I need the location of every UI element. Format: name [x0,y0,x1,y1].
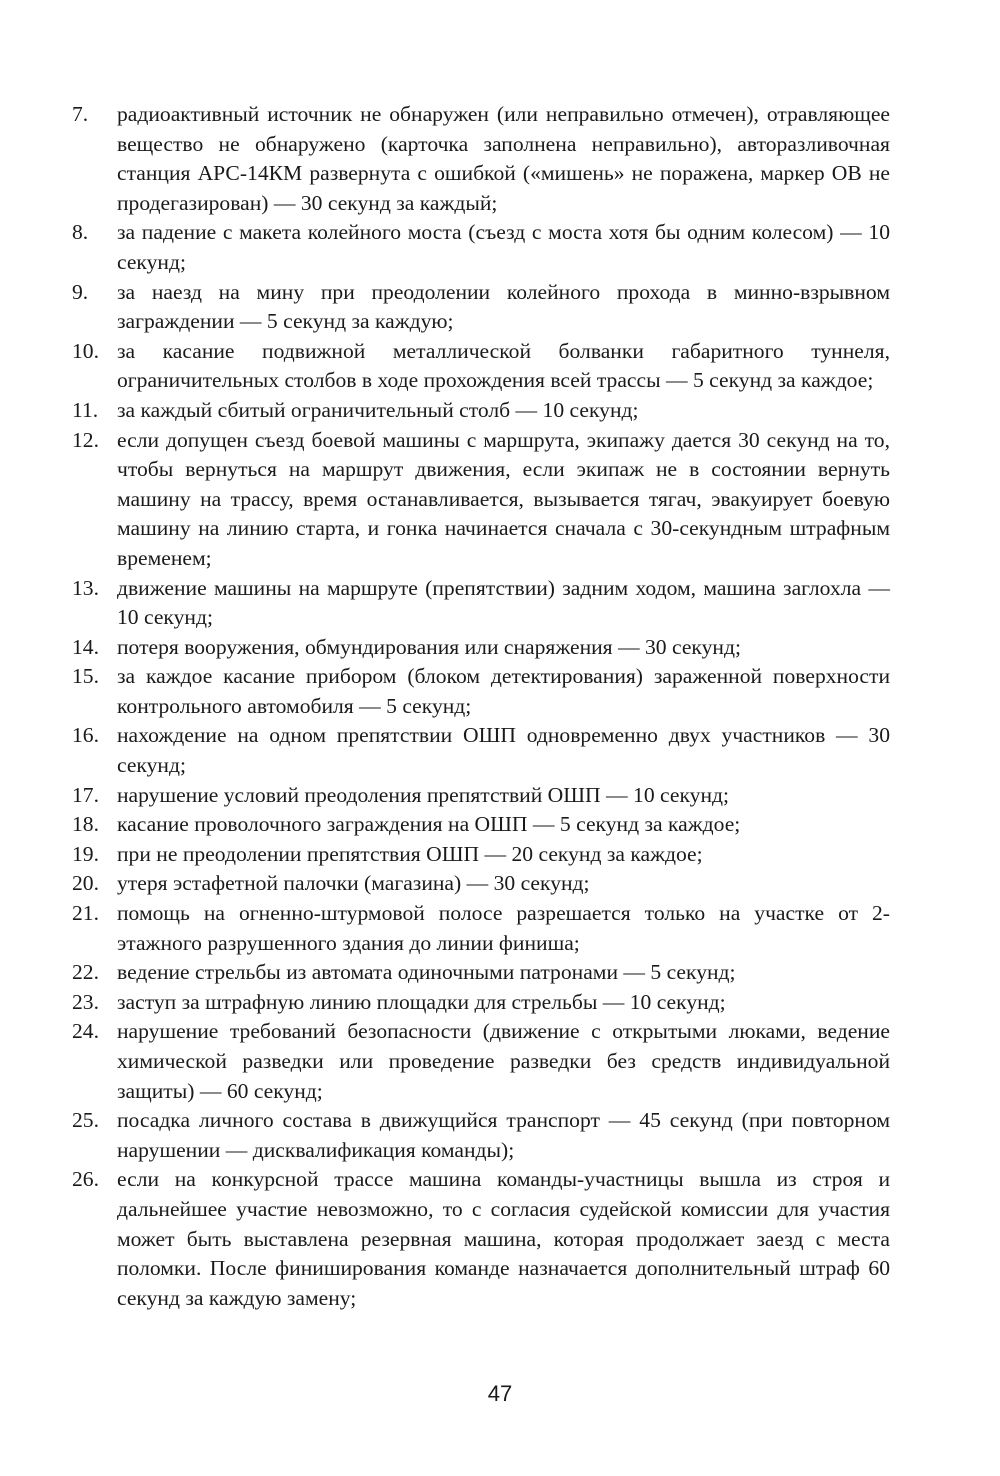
item-text: радиоактивный источник не обнаружен (или неправильно отмечен), отравляющее вещество не обнаружено (карточка заполнена неправильно), авторазливочная станция АРС-14КМ развернута с ошибкой («мишень» не поражена, маркер ОВ не продегазирован) — 30 секунд за каждый; [117,102,890,215]
item-text: посадка личного состава в движущийся транспорт — 45 секунд (при повторном нарушении — дисквалификация команды); [117,1108,890,1162]
item-number: 11. [72,397,99,422]
list-item [72,869,890,899]
list-item [72,1106,890,1165]
list-item [72,218,890,277]
item-number: 19. [72,841,99,866]
item-number: 8. [72,220,89,245]
item-text: помощь на огненно-штурмовой полосе разрешается только на участке от 2-этажного разрушенного здания до линии финиша; [117,901,890,955]
item-text: движение машины на маршруте (препятствии) задним ходом, машина заглохла — 10 секунд; [117,575,890,630]
item-text: за касание подвижной металлической болванки габаритного туннеля, ограничительных столбов в ходе прохождения всей трассы — 5 секунд за каждое; [117,338,890,393]
list-item [72,899,890,958]
item-text: касание проволочного заграждения на ОШП — 5 секунд за каждое; [117,812,741,837]
item-text: потеря вооружения, обмундирования или снаряжения — 30 секунд; [117,634,741,659]
list-item [72,100,890,218]
item-text: за падение с макета колейного моста (съезд с моста хотя бы одним колесом) — 10 секунд; [117,220,890,274]
item-number: 16. [72,723,99,748]
list-item [72,988,890,1018]
item-text: если допущен съезд боевой машины с маршрута, экипажу дается 30 секунд на то, чтобы вернуться на маршрут движения, если экипаж не в состоянии вернуть машину на трассу, время останавливается, вызывается тягач, эвакуирует боевую машину на линию старта, и гонка начинается сначала с 30-секундным штрафным временем; [117,427,890,570]
item-text: утеря эстафетной палочки (магазина) — 30 секунд; [117,871,590,896]
item-number: 23. [72,989,99,1014]
list-item [72,1017,890,1106]
page-number: 47 [487,1381,513,1406]
item-text: ведение стрельбы из автомата одиночными патронами — 5 секунд; [117,960,736,985]
item-text: если на конкурсной трассе машина команды-участницы вышла из строя и дальнейшее участие невозможно, то с согласия судейской комиссии для участия может быть выставлена резервная машина, которая продолжает заезд с места поломки. После финиширования команде назначается дополнительный штраф 60 секунд за каждую замену; [117,1167,890,1310]
item-number: 24. [72,1019,99,1044]
item-text: нарушение условий преодоления препятствий ОШП — 10 секунд; [117,782,729,807]
list-item [72,426,890,574]
item-number: 20. [72,871,99,896]
list-item [72,662,890,721]
list-item [72,633,890,663]
list-item [72,1165,890,1313]
item-number: 15. [72,664,99,689]
item-number: 17. [72,782,99,807]
list-item [72,810,890,840]
item-number: 12. [72,427,99,452]
item-text: за каждый сбитый ограничительный столб — 10 секунд; [117,397,639,422]
item-text: заступ за штрафную линию площадки для стрельбы — 10 секунд; [117,989,726,1014]
item-number: 7. [72,102,89,126]
list-item [72,574,890,633]
item-number: 10. [72,338,99,363]
list-item [72,840,890,870]
list-item [72,958,890,988]
item-number: 9. [72,279,89,304]
list-item [72,278,890,337]
list-item [72,396,890,426]
list-item [72,721,890,780]
item-text: при не преодолении препятствия ОШП — 20 секунд за каждое; [117,841,703,866]
item-text: нарушение требований безопасности (движение с открытыми люками, ведение химической разведки или проведение разведки без средств индивидуальной защиты) — 60 секунд; [117,1019,890,1103]
item-number: 18. [72,812,99,837]
item-text: за наезд на мину при преодолении колейного прохода в минно-взрывном заграждении — 5 секунд за каждую; [117,279,890,334]
item-number: 25. [72,1108,99,1133]
item-text: нахождение на одном препятствии ОШП одновременно двух участников — 30 секунд; [117,723,890,778]
penalty-list [72,100,890,1313]
item-number: 26. [72,1167,99,1192]
item-number: 22. [72,960,99,985]
item-number: 21. [72,901,99,926]
list-item [72,781,890,811]
item-number: 14. [72,634,99,659]
item-number: 13. [72,575,99,600]
list-item [72,337,890,396]
item-text: за каждое касание прибором (блоком детектирования) зараженной поверхности контрольного автомобиля — 5 секунд; [117,664,890,718]
